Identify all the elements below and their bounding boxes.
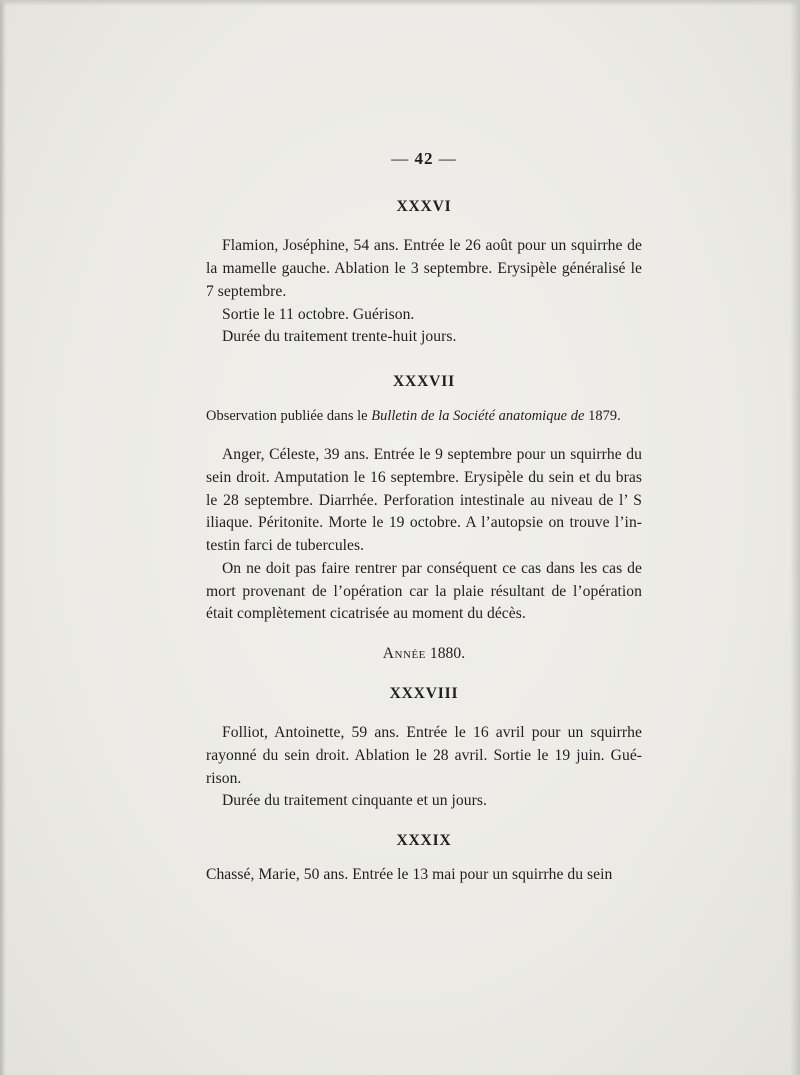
year-heading-label: Année	[382, 644, 426, 662]
observation-note	[206, 405, 642, 428]
page-number	[206, 148, 642, 171]
case-heading: XXXVII	[393, 372, 455, 390]
case-heading: XXXVI	[396, 197, 452, 215]
year-heading	[206, 643, 642, 666]
case-heading: XXXVIII	[389, 684, 459, 702]
case-paragraph: Durée du traitement cinquante et un jours.	[222, 792, 487, 810]
case-paragraph: Anger, Céleste, 39 ans. Entrée le 9 septembre pour un squirrhe du sein droit. Amputation le 16 septembre. Erysipèle du sein et du bras le 28 septembre. Diarrhée. Perforation intestinale au niveau de l’ S iliaque. Péritonite. Morte le 19 octobre. A l’autopsie on trouve l’intestin farci de tubercules.	[206, 446, 642, 555]
observation-year: 1879.	[584, 407, 621, 424]
page-edge-right	[790, 0, 800, 1075]
case-paragraph: Folliot, Antoinette, 59 ans. Entrée le 16 avril pour un squirrhe rayonné du sein droit. Ablation le 28 avril. Sortie le 19 juin. Guérison.	[206, 724, 642, 787]
page-number-prefix: —	[391, 149, 415, 168]
page-number-value: 42	[414, 149, 434, 168]
case-heading: XXXIX	[396, 832, 452, 850]
observation-prefix: Observation publiée dans le	[206, 407, 372, 424]
page-edge-left	[0, 0, 6, 1075]
case-paragraph: Durée du traitement trente-huit jours.	[222, 328, 457, 346]
page-text	[206, 148, 642, 887]
case-paragraph: On ne doit pas faire rentrer par conséquent ce cas dans les cas de mort provenant de l’opération car la plaie résultant de l’opération était complètement cicatrisée au moment du décès.	[206, 559, 642, 623]
observation-source: Bulletin de la Société anatomique de	[371, 407, 585, 424]
page-edge-top	[0, 0, 800, 6]
case-paragraph: Flamion, Joséphine, 54 ans. Entrée le 26 août pour un squirrhe de la mamelle gauche. Ablation le 3 septembre. Erysipèle généralisé le 7 septembre.	[206, 237, 642, 300]
year-heading-value: 1880.	[429, 644, 466, 662]
case-paragraph: Sortie le 11 octobre. Guérison.	[222, 305, 415, 323]
page-number-suffix: —	[433, 149, 457, 168]
case-paragraph: Chassé, Marie, 50 ans. Entrée le 13 mai pour un squirrhe du sein	[206, 865, 613, 883]
